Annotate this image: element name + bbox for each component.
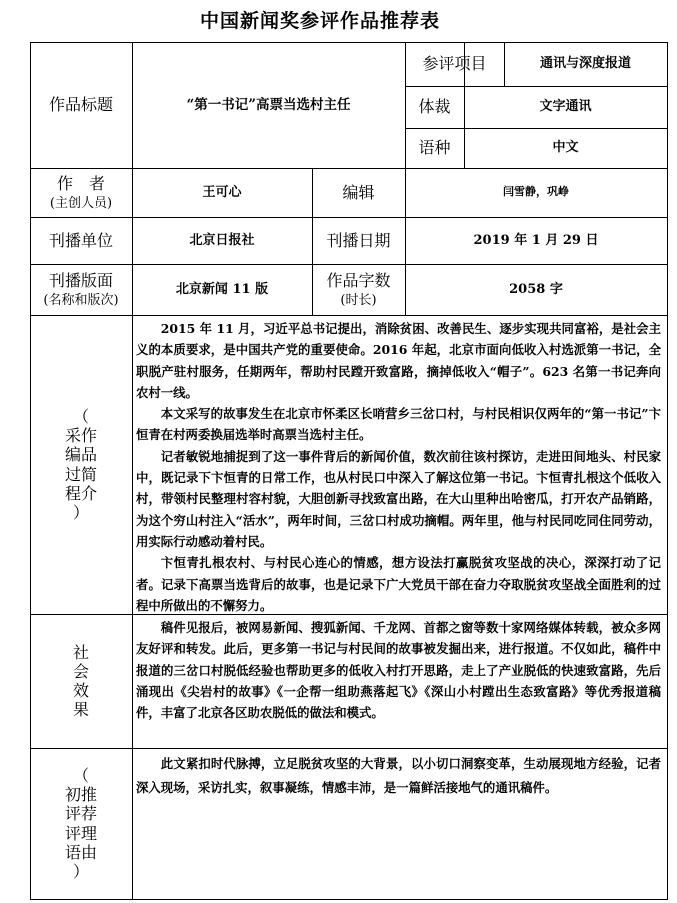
process-label-line: 采作 (64, 426, 97, 446)
publisher-value: 北京日报社 (189, 232, 255, 248)
review-label-line: 语由 (64, 842, 97, 862)
review-paragraph: 此文紧扣时代脉搏，立足脱贫攻坚的大背景，以小切口洞察变革，生动展现地方经验，记者深入现场，采访扎实，叙事凝练，情感丰沛，是一篇鲜活接地气的通讯稿件。 (136, 756, 661, 795)
edition-label-sub: (名称和版次) (43, 292, 119, 308)
genre-label: 体裁 (418, 97, 451, 117)
process-paragraph: 卞恒青扎根农村、与村民心连心的情感，想方设法打赢脱贫攻坚战的决心，深深打动了记者。记录下高票当选背后的故事，也是记录下广大党员干部在奋力夺取脱贫攻坚战全面胜利的过程中所做出的不懈努力。 (136, 555, 661, 612)
process-paragraph: 记者敏锐地捕捉到了这一事件背后的新闻价值，数次前往该村探访，走进田间地头、村民家中，既记录下卞恒青的日常工作，也从村民口中深入了解这位第一书记。卞恒青扎根这个低收入村，带领村民整理村容村貌，大胆创新寻找致富出路，在大山里种出哈密瓜，打开农产品销路，为这个穷山村注入“活水”，两年时间，三岔口村成功摘帽。两年里，他与村民同吃同住同劳动，用实际行动感动着村民。 (136, 448, 661, 549)
process-label-line: 编品 (64, 445, 97, 465)
author-label: 作 者 (56, 173, 105, 193)
effect-label (30, 614, 132, 748)
review-label-line: 评理 (64, 823, 97, 843)
process-paragraph: 2015 年 11 月，习近平总书记提出，消除贫困、改善民生、逐步实现共同富裕，是社会主义的本质要求，是中国共产党的重要使命。2016 年起，北京市面向低收入村选派第一书记，全职脱产驻村服务，任期两年，帮助村民蹚开致富路，摘掉低收入“帽子”。623 名第一书记奔向农村一线。 (136, 321, 661, 400)
entry-category-value: 通讯与深度报道 (539, 56, 631, 72)
author-label-cell (30, 168, 132, 217)
process-label-line: ） (72, 502, 89, 522)
edition-label: 刊播版面 (48, 270, 113, 290)
edition-label-cell (30, 264, 132, 315)
work-title-value: “第一书记”高票当选村主任 (186, 96, 351, 113)
effect-label-line: 会 (72, 661, 89, 681)
effect-label-line: 果 (72, 700, 89, 720)
author-value: 王可心 (202, 184, 242, 200)
language-label: 语种 (418, 138, 451, 158)
word-count-label: 作品字数 (326, 270, 391, 290)
process-label-line: 程介 (64, 483, 97, 503)
review-label-line: 评荐 (64, 804, 97, 824)
word-count-label-sub: (时长) (340, 292, 377, 308)
effect-label-line: 社 (72, 642, 89, 662)
publish-date-label: 刊播日期 (326, 230, 391, 250)
word-count-label-cell (312, 264, 405, 315)
editor-label: 编辑 (342, 182, 375, 202)
effect-label-line: 效 (72, 681, 89, 700)
word-count-value: 2058 字 (509, 281, 563, 297)
review-label-line: （ (72, 765, 89, 785)
publish-date-value: 2019 年 1 月 29 日 (473, 232, 599, 248)
entry-category-label: 参评项目 (422, 54, 487, 74)
process-paragraph: 本文采写的故事发生在北京市怀柔区长哨营乡三岔口村，与村民相识仅两年的“第一书记”卞恒青在村两委换届选举时高票当选村主任。 (136, 406, 661, 443)
review-label-line: ） (72, 861, 89, 881)
process-text (136, 318, 661, 612)
edition-value: 北京新闻 11 版 (175, 281, 269, 297)
editor-value: 闫雪静，巩峥 (503, 185, 569, 199)
recommendation-form-table (30, 42, 668, 900)
form-title: 中国新闻奖参评作品推荐表 (199, 10, 440, 32)
review-label-line: 初推 (64, 785, 97, 805)
author-label-sub: (主创人员) (49, 195, 113, 211)
work-title-label: 作品标题 (48, 95, 113, 115)
process-label-line: （ (72, 406, 89, 426)
language-value: 中文 (552, 140, 579, 156)
process-label (30, 315, 132, 614)
effect-paragraph: 稿件见报后，被网易新闻、搜狐新闻、千龙网、首都之窗等数十家网络媒体转载，被众多网友好评和转发。此后，更多第一书记与村民间的故事被发掘出来，进行报道。不仅如此，稿件中报道的三岔口村脱低经验也帮助更多的低收入村打开思路，走上了产业脱低的快速致富路，先后涌现出《尖岩村的故事》《一企帮一组助燕落起飞》《深山小村蹚出生态致富路》等优秀报道稿件，丰富了北京各区助农脱低的做法和模式。 (136, 620, 661, 721)
review-label (30, 748, 132, 899)
genre-value: 文字通讯 (539, 99, 592, 115)
publisher-label: 刊播单位 (48, 230, 113, 250)
process-label-line: 过简 (64, 464, 97, 484)
